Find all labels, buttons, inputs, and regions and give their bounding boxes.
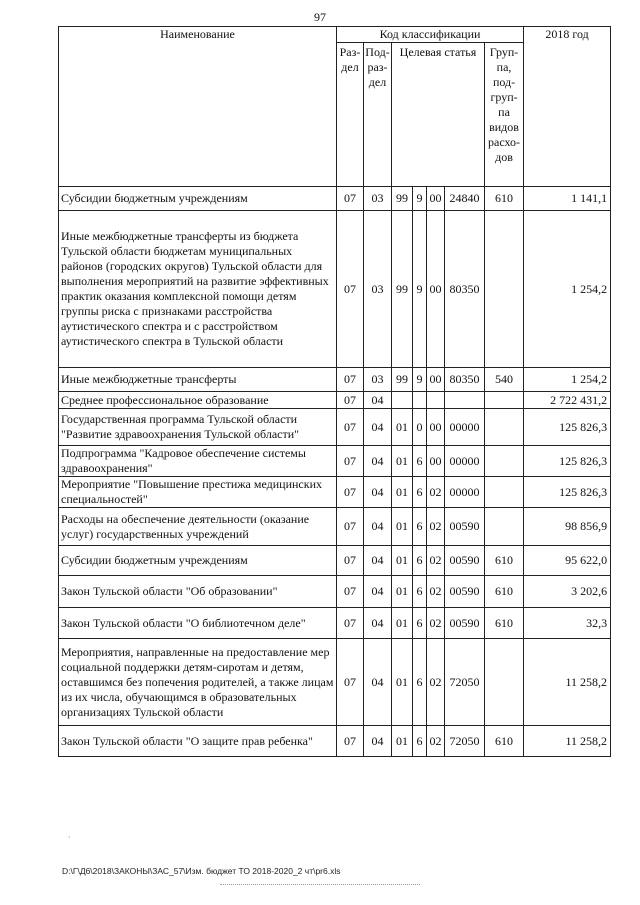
row-target-subprogram-cell: 0	[413, 409, 427, 446]
header-classification: Код классификации	[337, 27, 524, 43]
row-section-cell: 07	[337, 608, 364, 639]
row-expense-group-cell: 610	[485, 576, 524, 608]
row-name-cell: Подпрограмма "Кадровое обеспечение системы здравоохранения"	[59, 446, 337, 477]
header-row	[59, 27, 611, 43]
row-subsection-cell: 03	[364, 368, 392, 392]
row-target-event-cell: 00	[427, 446, 445, 477]
table-row	[59, 508, 611, 546]
row-name-cell: Мероприятие "Повышение престижа медицинских специальностей"	[59, 477, 337, 508]
bottom-divider	[220, 884, 420, 885]
row-target-event-cell	[427, 392, 445, 409]
row-name-cell: Мероприятия, направленные на предоставление мер социальной поддержки детям-сиротам и детям, оставшимся без попечения родителей, а также лицам из их числа, обучающимся в образовательных организациях Тульской области	[59, 639, 337, 726]
row-target-direction-cell: 00590	[445, 546, 485, 576]
row-target-direction-cell	[445, 392, 485, 409]
row-name-cell: Закон Тульской области "О защите прав ребенка"	[59, 726, 337, 757]
row-target-event-cell: 02	[427, 477, 445, 508]
row-target-event-cell: 00	[427, 211, 445, 368]
row-target-subprogram-cell: 9	[413, 211, 427, 368]
row-name-cell: Иные межбюджетные трансферты из бюджета Тульской области бюджетам муниципальных районов (городских округов) Тульской области для выполнения мероприятий на развитие эффективных практик оказания комплексной помощи детям группы риска с признаками расстройства аутистического спектра и с расстройством аутистического спектра в Тульской области	[59, 211, 337, 368]
row-target-event-cell: 02	[427, 546, 445, 576]
row-subsection-cell: 03	[364, 187, 392, 211]
row-target-subprogram-cell: 6	[413, 639, 427, 726]
row-expense-group-cell	[485, 639, 524, 726]
row-amount-cell: 125 826,3	[524, 477, 611, 508]
row-target-direction-cell: 00590	[445, 576, 485, 608]
table-row	[59, 477, 611, 508]
row-target-program-cell: 01	[392, 409, 413, 446]
row-target-subprogram-cell	[413, 392, 427, 409]
row-target-direction-cell: 80350	[445, 211, 485, 368]
stray-mark: ·	[68, 833, 71, 842]
row-target-event-cell: 02	[427, 576, 445, 608]
row-target-direction-cell: 72050	[445, 639, 485, 726]
row-section-cell: 07	[337, 726, 364, 757]
row-target-event-cell: 02	[427, 639, 445, 726]
row-subsection-cell: 04	[364, 477, 392, 508]
row-target-program-cell: 01	[392, 508, 413, 546]
table-row	[59, 639, 611, 726]
row-target-event-cell: 02	[427, 726, 445, 757]
row-amount-cell: 95 622,0	[524, 546, 611, 576]
row-expense-group-cell	[485, 446, 524, 477]
row-target-subprogram-cell: 6	[413, 726, 427, 757]
row-expense-group-cell: 610	[485, 187, 524, 211]
row-section-cell: 07	[337, 639, 364, 726]
row-target-program-cell: 99	[392, 368, 413, 392]
row-subsection-cell: 04	[364, 608, 392, 639]
header-name: Наименование	[59, 27, 337, 187]
header-target-article: Целевая статья	[392, 43, 485, 187]
table-row	[59, 446, 611, 477]
row-target-event-cell: 02	[427, 608, 445, 639]
row-section-cell: 07	[337, 368, 364, 392]
row-target-direction-cell: 00000	[445, 477, 485, 508]
header-year: 2018 год	[524, 27, 611, 187]
row-expense-group-cell: 610	[485, 726, 524, 757]
table-row	[59, 576, 611, 608]
row-name-cell: Иные межбюджетные трансферты	[59, 368, 337, 392]
row-expense-group-cell	[485, 211, 524, 368]
row-target-direction-cell: 00000	[445, 409, 485, 446]
row-name-cell: Закон Тульской области "Об образовании"	[59, 576, 337, 608]
row-target-subprogram-cell: 6	[413, 508, 427, 546]
row-target-program-cell: 01	[392, 726, 413, 757]
row-amount-cell: 1 254,2	[524, 211, 611, 368]
row-target-program-cell: 01	[392, 477, 413, 508]
row-target-subprogram-cell: 6	[413, 608, 427, 639]
table-row	[59, 409, 611, 446]
row-target-program-cell: 99	[392, 211, 413, 368]
row-expense-group-cell: 610	[485, 546, 524, 576]
row-name-cell: Закон Тульской области "О библиотечном деле"	[59, 608, 337, 639]
row-amount-cell: 125 826,3	[524, 409, 611, 446]
row-target-event-cell: 02	[427, 508, 445, 546]
header-section: Раз- дел	[337, 43, 364, 187]
row-name-cell: Субсидии бюджетным учреждениям	[59, 546, 337, 576]
row-target-direction-cell: 00590	[445, 608, 485, 639]
row-section-cell: 07	[337, 211, 364, 368]
table-row	[59, 726, 611, 757]
row-expense-group-cell: 610	[485, 608, 524, 639]
row-target-program-cell: 99	[392, 187, 413, 211]
row-expense-group-cell	[485, 409, 524, 446]
row-target-direction-cell: 00000	[445, 446, 485, 477]
row-subsection-cell: 04	[364, 546, 392, 576]
row-section-cell: 07	[337, 477, 364, 508]
row-target-program-cell: 01	[392, 546, 413, 576]
row-amount-cell: 32,3	[524, 608, 611, 639]
row-target-subprogram-cell: 9	[413, 187, 427, 211]
row-subsection-cell: 04	[364, 409, 392, 446]
table-row	[59, 546, 611, 576]
row-target-subprogram-cell: 6	[413, 576, 427, 608]
table-row	[59, 608, 611, 639]
table-row	[59, 368, 611, 392]
row-target-program-cell	[392, 392, 413, 409]
row-target-subprogram-cell: 6	[413, 477, 427, 508]
row-target-direction-cell: 24840	[445, 187, 485, 211]
row-subsection-cell: 04	[364, 446, 392, 477]
row-target-subprogram-cell: 9	[413, 368, 427, 392]
row-target-event-cell: 00	[427, 409, 445, 446]
row-section-cell: 07	[337, 409, 364, 446]
header-subsection: Под- раз- дел	[364, 43, 392, 187]
row-expense-group-cell: 540	[485, 368, 524, 392]
row-section-cell: 07	[337, 392, 364, 409]
row-target-program-cell: 01	[392, 576, 413, 608]
row-target-event-cell: 00	[427, 187, 445, 211]
table-row	[59, 211, 611, 368]
row-amount-cell: 11 258,2	[524, 726, 611, 757]
row-amount-cell: 1 254,2	[524, 368, 611, 392]
row-subsection-cell: 04	[364, 639, 392, 726]
row-amount-cell: 98 856,9	[524, 508, 611, 546]
row-target-subprogram-cell: 6	[413, 446, 427, 477]
footer-file-path: D:\Г\Д6\2018\ЗАКОНЫ\ЗАС_57\Изм. бюджет ТО 2018-2020_2 чт\pr6.xls	[62, 866, 341, 876]
budget-table	[58, 26, 611, 757]
row-expense-group-cell	[485, 392, 524, 409]
row-target-direction-cell: 72050	[445, 726, 485, 757]
row-section-cell: 07	[337, 446, 364, 477]
row-subsection-cell: 04	[364, 726, 392, 757]
row-amount-cell: 11 258,2	[524, 639, 611, 726]
page-number: 97	[314, 10, 326, 24]
row-name-cell: Среднее профессиональное образование	[59, 392, 337, 409]
row-target-subprogram-cell: 6	[413, 546, 427, 576]
row-expense-group-cell	[485, 477, 524, 508]
row-target-program-cell: 01	[392, 446, 413, 477]
row-expense-group-cell	[485, 508, 524, 546]
table-row	[59, 187, 611, 211]
header-expense-group: Груп- па, под- груп- па видов расхо- дов	[485, 43, 524, 187]
row-section-cell: 07	[337, 576, 364, 608]
row-name-cell: Субсидии бюджетным учреждениям	[59, 187, 337, 211]
row-section-cell: 07	[337, 187, 364, 211]
row-target-direction-cell: 80350	[445, 368, 485, 392]
row-target-event-cell: 00	[427, 368, 445, 392]
row-amount-cell: 125 826,3	[524, 446, 611, 477]
row-subsection-cell: 04	[364, 392, 392, 409]
row-subsection-cell: 04	[364, 576, 392, 608]
row-amount-cell: 2 722 431,2	[524, 392, 611, 409]
row-section-cell: 07	[337, 546, 364, 576]
row-subsection-cell: 03	[364, 211, 392, 368]
row-subsection-cell: 04	[364, 508, 392, 546]
row-name-cell: Государственная программа Тульской области "Развитие здравоохранения Тульской области"	[59, 409, 337, 446]
table-row	[59, 392, 611, 409]
row-target-program-cell: 01	[392, 639, 413, 726]
row-section-cell: 07	[337, 508, 364, 546]
row-target-direction-cell: 00590	[445, 508, 485, 546]
row-target-program-cell: 01	[392, 608, 413, 639]
row-name-cell: Расходы на обеспечение деятельности (оказание услуг) государственных учреждений	[59, 508, 337, 546]
row-amount-cell: 3 202,6	[524, 576, 611, 608]
row-amount-cell: 1 141,1	[524, 187, 611, 211]
